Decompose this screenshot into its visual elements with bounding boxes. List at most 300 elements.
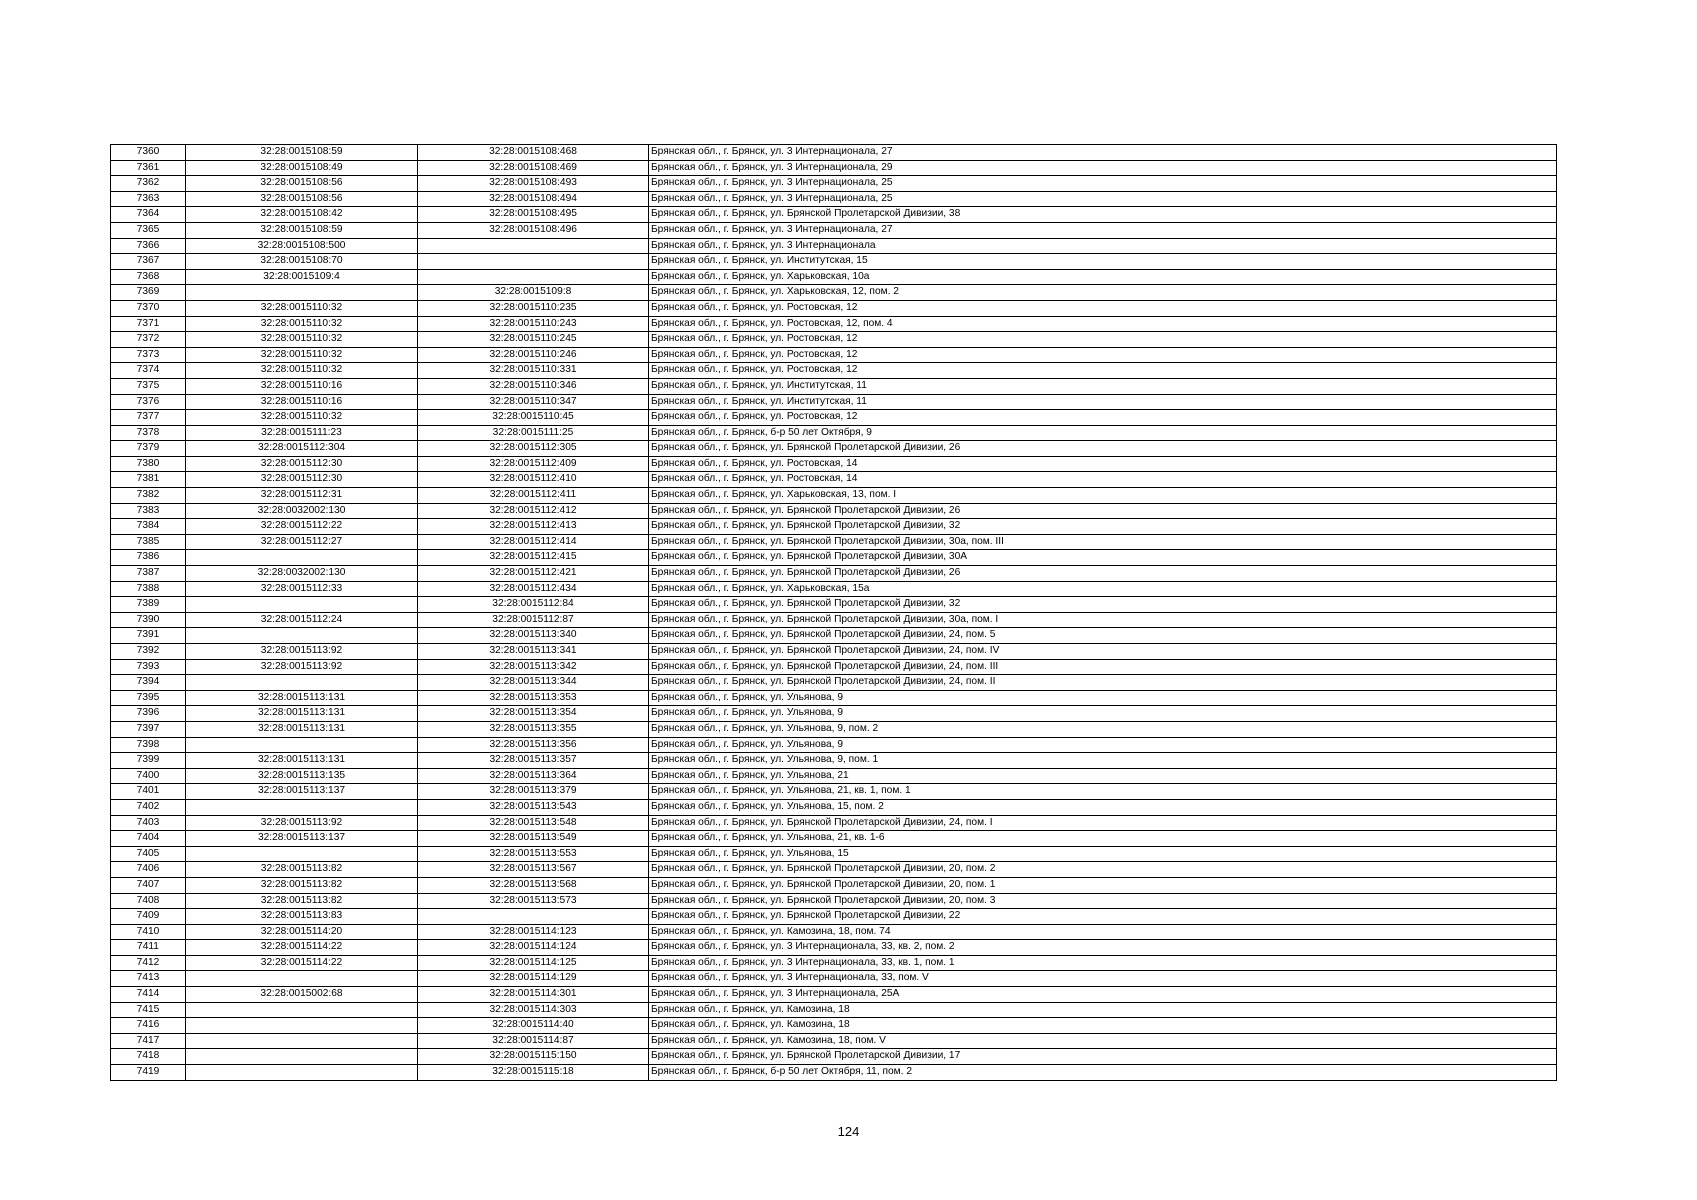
address-cell: Брянская обл., г. Брянск, ул. Брянской Пролетарской Дивизии, 30а, пом. III bbox=[649, 534, 1557, 550]
parent-cadastral-number-cell: 32:28:0015002:68 bbox=[186, 987, 418, 1003]
row-number-cell: 7377 bbox=[111, 410, 186, 426]
cadastral-number-cell: 32:28:0015113:573 bbox=[418, 893, 649, 909]
parent-cadastral-number-cell: 32:28:0015110:32 bbox=[186, 363, 418, 379]
cadastral-number-cell: 32:28:0015114:129 bbox=[418, 971, 649, 987]
parent-cadastral-number-cell bbox=[186, 628, 418, 644]
address-cell: Брянская обл., г. Брянск, ул. Ульянова, 21 bbox=[649, 768, 1557, 784]
cadastral-number-cell: 32:28:0015112:87 bbox=[418, 612, 649, 628]
cadastral-number-cell: 32:28:0015113:548 bbox=[418, 815, 649, 831]
table-row bbox=[111, 799, 1557, 815]
table-row bbox=[111, 222, 1557, 238]
row-number-cell: 7402 bbox=[111, 799, 186, 815]
parent-cadastral-number-cell: 32:28:0015113:82 bbox=[186, 893, 418, 909]
parent-cadastral-number-cell bbox=[186, 1049, 418, 1065]
row-number-cell: 7365 bbox=[111, 222, 186, 238]
table-row bbox=[111, 488, 1557, 504]
parent-cadastral-number-cell: 32:28:0015110:16 bbox=[186, 378, 418, 394]
address-cell: Брянская обл., г. Брянск, ул. Брянской Пролетарской Дивизии, 26 bbox=[649, 503, 1557, 519]
parent-cadastral-number-cell bbox=[186, 285, 418, 301]
parent-cadastral-number-cell: 32:28:0015113:131 bbox=[186, 721, 418, 737]
table-row bbox=[111, 940, 1557, 956]
address-cell: Брянская обл., г. Брянск, ул. Брянской Пролетарской Дивизии, 24, пом. I bbox=[649, 815, 1557, 831]
cadastral-number-cell: 32:28:0015113:357 bbox=[418, 753, 649, 769]
cadastral-number-cell: 32:28:0015113:364 bbox=[418, 768, 649, 784]
address-cell: Брянская обл., г. Брянск, ул. Брянской Пролетарской Дивизии, 24, пом. IV bbox=[649, 644, 1557, 660]
address-cell: Брянская обл., г. Брянск, ул. 3 Интернационала, 27 bbox=[649, 145, 1557, 161]
row-number-cell: 7370 bbox=[111, 300, 186, 316]
cadastral-number-cell: 32:28:0015113:553 bbox=[418, 846, 649, 862]
cadastral-number-cell: 32:28:0015108:469 bbox=[418, 160, 649, 176]
cadastral-number-cell: 32:28:0015115:150 bbox=[418, 1049, 649, 1065]
cadastral-number-cell: 32:28:0015110:346 bbox=[418, 378, 649, 394]
table-row bbox=[111, 191, 1557, 207]
table-row bbox=[111, 924, 1557, 940]
parent-cadastral-number-cell bbox=[186, 1065, 418, 1081]
cadastral-number-cell: 32:28:0015108:494 bbox=[418, 191, 649, 207]
table-row bbox=[111, 363, 1557, 379]
cadastral-number-cell: 32:28:0015112:409 bbox=[418, 456, 649, 472]
table-row bbox=[111, 269, 1557, 285]
cadastral-number-cell: 32:28:0015112:412 bbox=[418, 503, 649, 519]
address-cell: Брянская обл., г. Брянск, ул. Харьковская, 13, пом. I bbox=[649, 488, 1557, 504]
parent-cadastral-number-cell: 32:28:0015108:56 bbox=[186, 191, 418, 207]
cadastral-number-cell: 32:28:0015108:468 bbox=[418, 145, 649, 161]
address-cell: Брянская обл., г. Брянск, ул. Брянской Пролетарской Дивизии, 24, пом. 5 bbox=[649, 628, 1557, 644]
table-row bbox=[111, 254, 1557, 270]
table-row bbox=[111, 1049, 1557, 1065]
row-number-cell: 7362 bbox=[111, 176, 186, 192]
cadastral-number-cell: 32:28:0015112:434 bbox=[418, 581, 649, 597]
address-cell: Брянская обл., г. Брянск, ул. Ульянова, 9, пом. 1 bbox=[649, 753, 1557, 769]
cadastral-number-cell: 32:28:0015113:341 bbox=[418, 644, 649, 660]
parent-cadastral-number-cell bbox=[186, 1018, 418, 1034]
parent-cadastral-number-cell: 32:28:0015112:27 bbox=[186, 534, 418, 550]
address-cell: Брянская обл., г. Брянск, ул. Ростовская, 12 bbox=[649, 300, 1557, 316]
cadastral-number-cell: 32:28:0015114:124 bbox=[418, 940, 649, 956]
address-cell: Брянская обл., г. Брянск, ул. Ульянова, 21, кв. 1-6 bbox=[649, 831, 1557, 847]
row-number-cell: 7391 bbox=[111, 628, 186, 644]
table-row bbox=[111, 176, 1557, 192]
row-number-cell: 7387 bbox=[111, 566, 186, 582]
row-number-cell: 7373 bbox=[111, 347, 186, 363]
row-number-cell: 7372 bbox=[111, 332, 186, 348]
cadastral-number-cell: 32:28:0015112:411 bbox=[418, 488, 649, 504]
table-row bbox=[111, 1065, 1557, 1081]
table-row bbox=[111, 1018, 1557, 1034]
row-number-cell: 7414 bbox=[111, 987, 186, 1003]
address-cell: Брянская обл., г. Брянск, ул. Институтская, 11 bbox=[649, 394, 1557, 410]
table-row bbox=[111, 332, 1557, 348]
table-row bbox=[111, 581, 1557, 597]
address-cell: Брянская обл., г. Брянск, ул. Брянской Пролетарской Дивизии, 17 bbox=[649, 1049, 1557, 1065]
row-number-cell: 7406 bbox=[111, 862, 186, 878]
parent-cadastral-number-cell: 32:28:0015113:135 bbox=[186, 768, 418, 784]
row-number-cell: 7379 bbox=[111, 441, 186, 457]
address-cell: Брянская обл., г. Брянск, ул. 3 Интернационала, 29 bbox=[649, 160, 1557, 176]
row-number-cell: 7399 bbox=[111, 753, 186, 769]
cadastral-number-cell bbox=[418, 909, 649, 925]
row-number-cell: 7366 bbox=[111, 238, 186, 254]
row-number-cell: 7385 bbox=[111, 534, 186, 550]
parent-cadastral-number-cell: 32:28:0015112:304 bbox=[186, 441, 418, 457]
row-number-cell: 7405 bbox=[111, 846, 186, 862]
address-cell: Брянская обл., г. Брянск, ул. Брянской Пролетарской Дивизии, 30а, пом. I bbox=[649, 612, 1557, 628]
parent-cadastral-number-cell: 32:28:0015113:83 bbox=[186, 909, 418, 925]
address-cell: Брянская обл., г. Брянск, ул. Камозина, 18, пом. V bbox=[649, 1033, 1557, 1049]
address-cell: Брянская обл., г. Брянск, ул. Ульянова, 9 bbox=[649, 690, 1557, 706]
row-number-cell: 7400 bbox=[111, 768, 186, 784]
parent-cadastral-number-cell: 32:28:0015113:131 bbox=[186, 690, 418, 706]
cadastral-number-cell bbox=[418, 238, 649, 254]
row-number-cell: 7413 bbox=[111, 971, 186, 987]
parent-cadastral-number-cell: 32:28:0015113:92 bbox=[186, 815, 418, 831]
parent-cadastral-number-cell: 32:28:0015114:22 bbox=[186, 955, 418, 971]
parent-cadastral-number-cell bbox=[186, 846, 418, 862]
address-cell: Брянская обл., г. Брянск, ул. Ульянова, 9, пом. 2 bbox=[649, 721, 1557, 737]
row-number-cell: 7384 bbox=[111, 519, 186, 535]
table-row bbox=[111, 721, 1557, 737]
address-cell: Брянская обл., г. Брянск, ул. Брянской Пролетарской Дивизии, 20, пом. 2 bbox=[649, 862, 1557, 878]
parent-cadastral-number-cell: 32:28:0015114:20 bbox=[186, 924, 418, 940]
row-number-cell: 7360 bbox=[111, 145, 186, 161]
row-number-cell: 7392 bbox=[111, 644, 186, 660]
parent-cadastral-number-cell bbox=[186, 675, 418, 691]
cadastral-number-cell: 32:28:0015114:125 bbox=[418, 955, 649, 971]
address-cell: Брянская обл., г. Брянск, ул. Ростовская, 14 bbox=[649, 472, 1557, 488]
table-row bbox=[111, 425, 1557, 441]
address-cell: Брянская обл., г. Брянск, ул. 3 Интернационала, 27 bbox=[649, 222, 1557, 238]
row-number-cell: 7376 bbox=[111, 394, 186, 410]
table-row bbox=[111, 846, 1557, 862]
parent-cadastral-number-cell: 32:28:0015108:56 bbox=[186, 176, 418, 192]
address-cell: Брянская обл., г. Брянск, ул. 3 Интернационала bbox=[649, 238, 1557, 254]
table-row bbox=[111, 378, 1557, 394]
address-cell: Брянская обл., г. Брянск, ул. Ульянова, 15 bbox=[649, 846, 1557, 862]
table-row bbox=[111, 971, 1557, 987]
row-number-cell: 7374 bbox=[111, 363, 186, 379]
parent-cadastral-number-cell: 32:28:0015113:131 bbox=[186, 706, 418, 722]
table-row bbox=[111, 768, 1557, 784]
table-row bbox=[111, 285, 1557, 301]
table-row bbox=[111, 456, 1557, 472]
cadastral-number-cell: 32:28:0015113:543 bbox=[418, 799, 649, 815]
address-cell: Брянская обл., г. Брянск, ул. Камозина, 18, пом. 74 bbox=[649, 924, 1557, 940]
address-cell: Брянская обл., г. Брянск, ул. Ульянова, 9 bbox=[649, 706, 1557, 722]
row-number-cell: 7397 bbox=[111, 721, 186, 737]
parent-cadastral-number-cell: 32:28:0015110:32 bbox=[186, 332, 418, 348]
table-row bbox=[111, 628, 1557, 644]
row-number-cell: 7394 bbox=[111, 675, 186, 691]
cadastral-number-cell: 32:28:0015113:568 bbox=[418, 877, 649, 893]
address-cell: Брянская обл., г. Брянск, ул. 3 Интернационала, 33, кв. 1, пом. 1 bbox=[649, 955, 1557, 971]
row-number-cell: 7368 bbox=[111, 269, 186, 285]
parent-cadastral-number-cell bbox=[186, 1002, 418, 1018]
parent-cadastral-number-cell: 32:28:0032002:130 bbox=[186, 503, 418, 519]
table-row bbox=[111, 706, 1557, 722]
address-cell: Брянская обл., г. Брянск, ул. Ростовская, 12 bbox=[649, 347, 1557, 363]
address-cell: Брянская обл., г. Брянск, ул. Брянской Пролетарской Дивизии, 26 bbox=[649, 441, 1557, 457]
row-number-cell: 7388 bbox=[111, 581, 186, 597]
row-number-cell: 7415 bbox=[111, 1002, 186, 1018]
row-number-cell: 7393 bbox=[111, 659, 186, 675]
address-cell: Брянская обл., г. Брянск, ул. Брянской Пролетарской Дивизии, 32 bbox=[649, 519, 1557, 535]
table-row bbox=[111, 394, 1557, 410]
cadastral-number-cell: 32:28:0015108:496 bbox=[418, 222, 649, 238]
parent-cadastral-number-cell: 32:28:0015108:59 bbox=[186, 145, 418, 161]
row-number-cell: 7361 bbox=[111, 160, 186, 176]
table-row bbox=[111, 659, 1557, 675]
address-cell: Брянская обл., г. Брянск, ул. Ростовская, 12, пом. 4 bbox=[649, 316, 1557, 332]
row-number-cell: 7416 bbox=[111, 1018, 186, 1034]
table-row bbox=[111, 316, 1557, 332]
row-number-cell: 7396 bbox=[111, 706, 186, 722]
cadastral-number-cell: 32:28:0015114:301 bbox=[418, 987, 649, 1003]
address-cell: Брянская обл., г. Брянск, ул. Камозина, 18 bbox=[649, 1018, 1557, 1034]
table-row bbox=[111, 690, 1557, 706]
parent-cadastral-number-cell: 32:28:0015113:131 bbox=[186, 753, 418, 769]
parent-cadastral-number-cell: 32:28:0015112:31 bbox=[186, 488, 418, 504]
address-cell: Брянская обл., г. Брянск, ул. 3 Интернационала, 25А bbox=[649, 987, 1557, 1003]
parent-cadastral-number-cell: 32:28:0015110:32 bbox=[186, 316, 418, 332]
table-row bbox=[111, 160, 1557, 176]
row-number-cell: 7369 bbox=[111, 285, 186, 301]
parent-cadastral-number-cell bbox=[186, 971, 418, 987]
cadastral-number-cell: 32:28:0015111:25 bbox=[418, 425, 649, 441]
row-number-cell: 7371 bbox=[111, 316, 186, 332]
cadastral-number-cell: 32:28:0015113:353 bbox=[418, 690, 649, 706]
cadastral-number-cell: 32:28:0015110:243 bbox=[418, 316, 649, 332]
cadastral-number-cell: 32:28:0015110:347 bbox=[418, 394, 649, 410]
address-cell: Брянская обл., г. Брянск, ул. Харьковская, 15а bbox=[649, 581, 1557, 597]
cadastral-number-cell: 32:28:0015113:379 bbox=[418, 784, 649, 800]
row-number-cell: 7417 bbox=[111, 1033, 186, 1049]
row-number-cell: 7398 bbox=[111, 737, 186, 753]
parent-cadastral-number-cell: 32:28:0015112:33 bbox=[186, 581, 418, 597]
parent-cadastral-number-cell: 32:28:0015110:32 bbox=[186, 347, 418, 363]
cadastral-number-cell: 32:28:0015112:421 bbox=[418, 566, 649, 582]
cadastral-number-cell: 32:28:0015110:45 bbox=[418, 410, 649, 426]
table-row bbox=[111, 862, 1557, 878]
row-number-cell: 7404 bbox=[111, 831, 186, 847]
parent-cadastral-number-cell: 32:28:0015109:4 bbox=[186, 269, 418, 285]
cadastral-number-cell: 32:28:0015109:8 bbox=[418, 285, 649, 301]
row-number-cell: 7409 bbox=[111, 909, 186, 925]
row-number-cell: 7386 bbox=[111, 550, 186, 566]
cadastral-number-cell: 32:28:0015112:305 bbox=[418, 441, 649, 457]
row-number-cell: 7410 bbox=[111, 924, 186, 940]
table-row bbox=[111, 1033, 1557, 1049]
cadastral-number-cell: 32:28:0015112:414 bbox=[418, 534, 649, 550]
table-row bbox=[111, 597, 1557, 613]
cadastral-number-cell: 32:28:0015113:356 bbox=[418, 737, 649, 753]
address-cell: Брянская обл., г. Брянск, ул. Брянской Пролетарской Дивизии, 20, пом. 3 bbox=[649, 893, 1557, 909]
parent-cadastral-number-cell: 32:28:0015108:70 bbox=[186, 254, 418, 270]
cadastral-number-cell: 32:28:0015112:84 bbox=[418, 597, 649, 613]
parent-cadastral-number-cell: 32:28:0015108:500 bbox=[186, 238, 418, 254]
address-cell: Брянская обл., г. Брянск, ул. Брянской Пролетарской Дивизии, 22 bbox=[649, 909, 1557, 925]
row-number-cell: 7380 bbox=[111, 456, 186, 472]
row-number-cell: 7378 bbox=[111, 425, 186, 441]
table-row bbox=[111, 503, 1557, 519]
table-row bbox=[111, 753, 1557, 769]
cadastral-number-cell: 32:28:0015112:410 bbox=[418, 472, 649, 488]
cadastral-number-cell: 32:28:0015108:493 bbox=[418, 176, 649, 192]
table-row bbox=[111, 347, 1557, 363]
address-cell: Брянская обл., г. Брянск, ул. Брянской Пролетарской Дивизии, 32 bbox=[649, 597, 1557, 613]
table-row bbox=[111, 550, 1557, 566]
parent-cadastral-number-cell: 32:28:0015110:32 bbox=[186, 300, 418, 316]
address-cell: Брянская обл., г. Брянск, ул. Институтская, 11 bbox=[649, 378, 1557, 394]
address-cell: Брянская обл., г. Брянск, ул. Камозина, 18 bbox=[649, 1002, 1557, 1018]
table-row bbox=[111, 784, 1557, 800]
registry-table-body bbox=[111, 145, 1557, 1081]
address-cell: Брянская обл., г. Брянск, ул. Институтская, 15 bbox=[649, 254, 1557, 270]
row-number-cell: 7389 bbox=[111, 597, 186, 613]
parent-cadastral-number-cell: 32:28:0015108:49 bbox=[186, 160, 418, 176]
parent-cadastral-number-cell: 32:28:0015113:82 bbox=[186, 862, 418, 878]
table-row bbox=[111, 410, 1557, 426]
table-row bbox=[111, 238, 1557, 254]
parent-cadastral-number-cell: 32:28:0015110:32 bbox=[186, 410, 418, 426]
cadastral-number-cell: 32:28:0015114:40 bbox=[418, 1018, 649, 1034]
table-row bbox=[111, 877, 1557, 893]
row-number-cell: 7411 bbox=[111, 940, 186, 956]
address-cell: Брянская обл., г. Брянск, ул. Ульянова, 21, кв. 1, пом. 1 bbox=[649, 784, 1557, 800]
table-row bbox=[111, 441, 1557, 457]
table-row bbox=[111, 815, 1557, 831]
parent-cadastral-number-cell: 32:28:0015108:42 bbox=[186, 207, 418, 223]
parent-cadastral-number-cell: 32:28:0015110:16 bbox=[186, 394, 418, 410]
table-row bbox=[111, 1002, 1557, 1018]
address-cell: Брянская обл., г. Брянск, ул. 3 Интернационала, 33, кв. 2, пом. 2 bbox=[649, 940, 1557, 956]
address-cell: Брянская обл., г. Брянск, ул. 3 Интернационала, 25 bbox=[649, 176, 1557, 192]
row-number-cell: 7367 bbox=[111, 254, 186, 270]
row-number-cell: 7408 bbox=[111, 893, 186, 909]
cadastral-number-cell: 32:28:0015110:245 bbox=[418, 332, 649, 348]
address-cell: Брянская обл., г. Брянск, ул. Харьковская, 12, пом. 2 bbox=[649, 285, 1557, 301]
table-row bbox=[111, 909, 1557, 925]
parent-cadastral-number-cell: 32:28:0015113:92 bbox=[186, 659, 418, 675]
table-row bbox=[111, 300, 1557, 316]
row-number-cell: 7412 bbox=[111, 955, 186, 971]
row-number-cell: 7418 bbox=[111, 1049, 186, 1065]
parent-cadastral-number-cell bbox=[186, 799, 418, 815]
parent-cadastral-number-cell: 32:28:0015112:24 bbox=[186, 612, 418, 628]
table-row bbox=[111, 644, 1557, 660]
table-row bbox=[111, 612, 1557, 628]
address-cell: Брянская обл., г. Брянск, ул. Брянской Пролетарской Дивизии, 26 bbox=[649, 566, 1557, 582]
page-number: 124 bbox=[837, 1124, 860, 1139]
registry-table bbox=[110, 144, 1557, 1081]
cadastral-number-cell: 32:28:0015114:87 bbox=[418, 1033, 649, 1049]
cadastral-number-cell: 32:28:0015115:18 bbox=[418, 1065, 649, 1081]
parent-cadastral-number-cell: 32:28:0015112:30 bbox=[186, 456, 418, 472]
row-number-cell: 7381 bbox=[111, 472, 186, 488]
table-row bbox=[111, 207, 1557, 223]
parent-cadastral-number-cell: 32:28:0015113:137 bbox=[186, 784, 418, 800]
cadastral-number-cell: 32:28:0015114:303 bbox=[418, 1002, 649, 1018]
table-row bbox=[111, 893, 1557, 909]
cadastral-number-cell: 32:28:0015110:235 bbox=[418, 300, 649, 316]
table-row bbox=[111, 987, 1557, 1003]
parent-cadastral-number-cell: 32:28:0015111:23 bbox=[186, 425, 418, 441]
parent-cadastral-number-cell bbox=[186, 597, 418, 613]
table-row bbox=[111, 675, 1557, 691]
address-cell: Брянская обл., г. Брянск, ул. Брянской Пролетарской Дивизии, 20, пом. 1 bbox=[649, 877, 1557, 893]
address-cell: Брянская обл., г. Брянск, б-р 50 лет Октября, 11, пом. 2 bbox=[649, 1065, 1557, 1081]
row-number-cell: 7395 bbox=[111, 690, 186, 706]
row-number-cell: 7403 bbox=[111, 815, 186, 831]
address-cell: Брянская обл., г. Брянск, ул. 3 Интернационала, 33, пом. V bbox=[649, 971, 1557, 987]
row-number-cell: 7364 bbox=[111, 207, 186, 223]
cadastral-number-cell: 32:28:0015114:123 bbox=[418, 924, 649, 940]
parent-cadastral-number-cell: 32:28:0015108:59 bbox=[186, 222, 418, 238]
row-number-cell: 7375 bbox=[111, 378, 186, 394]
parent-cadastral-number-cell bbox=[186, 550, 418, 566]
row-number-cell: 7401 bbox=[111, 784, 186, 800]
parent-cadastral-number-cell: 32:28:0015113:92 bbox=[186, 644, 418, 660]
address-cell: Брянская обл., г. Брянск, б-р 50 лет Октября, 9 bbox=[649, 425, 1557, 441]
table-row bbox=[111, 145, 1557, 161]
cadastral-number-cell: 32:28:0015112:415 bbox=[418, 550, 649, 566]
cadastral-number-cell bbox=[418, 269, 649, 285]
row-number-cell: 7390 bbox=[111, 612, 186, 628]
cadastral-number-cell: 32:28:0015112:413 bbox=[418, 519, 649, 535]
parent-cadastral-number-cell: 32:28:0015113:137 bbox=[186, 831, 418, 847]
row-number-cell: 7407 bbox=[111, 877, 186, 893]
parent-cadastral-number-cell: 32:28:0015113:82 bbox=[186, 877, 418, 893]
address-cell: Брянская обл., г. Брянск, ул. Ростовская, 14 bbox=[649, 456, 1557, 472]
table-row bbox=[111, 831, 1557, 847]
address-cell: Брянская обл., г. Брянск, ул. Брянской Пролетарской Дивизии, 24, пом. III bbox=[649, 659, 1557, 675]
cadastral-number-cell: 32:28:0015113:342 bbox=[418, 659, 649, 675]
address-cell: Брянская обл., г. Брянск, ул. Харьковская, 10а bbox=[649, 269, 1557, 285]
address-cell: Брянская обл., г. Брянск, ул. 3 Интернационала, 25 bbox=[649, 191, 1557, 207]
table-row bbox=[111, 955, 1557, 971]
address-cell: Брянская обл., г. Брянск, ул. Ульянова, 9 bbox=[649, 737, 1557, 753]
parent-cadastral-number-cell: 32:28:0015112:30 bbox=[186, 472, 418, 488]
cadastral-number-cell: 32:28:0015113:344 bbox=[418, 675, 649, 691]
parent-cadastral-number-cell bbox=[186, 1033, 418, 1049]
cadastral-number-cell: 32:28:0015113:354 bbox=[418, 706, 649, 722]
address-cell: Брянская обл., г. Брянск, ул. Ростовская, 12 bbox=[649, 332, 1557, 348]
address-cell: Брянская обл., г. Брянск, ул. Ростовская, 12 bbox=[649, 410, 1557, 426]
address-cell: Брянская обл., г. Брянск, ул. Брянской Пролетарской Дивизии, 38 bbox=[649, 207, 1557, 223]
cadastral-number-cell: 32:28:0015113:355 bbox=[418, 721, 649, 737]
table-row bbox=[111, 472, 1557, 488]
address-cell: Брянская обл., г. Брянск, ул. Ростовская, 12 bbox=[649, 363, 1557, 379]
cadastral-number-cell: 32:28:0015113:340 bbox=[418, 628, 649, 644]
parent-cadastral-number-cell: 32:28:0015112:22 bbox=[186, 519, 418, 535]
parent-cadastral-number-cell: 32:28:0032002:130 bbox=[186, 566, 418, 582]
table-row bbox=[111, 737, 1557, 753]
address-cell: Брянская обл., г. Брянск, ул. Брянской Пролетарской Дивизии, 24, пом. II bbox=[649, 675, 1557, 691]
table-row bbox=[111, 534, 1557, 550]
row-number-cell: 7382 bbox=[111, 488, 186, 504]
parent-cadastral-number-cell bbox=[186, 737, 418, 753]
cadastral-number-cell: 32:28:0015108:495 bbox=[418, 207, 649, 223]
parent-cadastral-number-cell: 32:28:0015114:22 bbox=[186, 940, 418, 956]
cadastral-number-cell bbox=[418, 254, 649, 270]
cadastral-number-cell: 32:28:0015110:331 bbox=[418, 363, 649, 379]
table-row bbox=[111, 566, 1557, 582]
cadastral-number-cell: 32:28:0015113:549 bbox=[418, 831, 649, 847]
row-number-cell: 7419 bbox=[111, 1065, 186, 1081]
row-number-cell: 7363 bbox=[111, 191, 186, 207]
table-row bbox=[111, 519, 1557, 535]
address-cell: Брянская обл., г. Брянск, ул. Брянской Пролетарской Дивизии, 30А bbox=[649, 550, 1557, 566]
address-cell: Брянская обл., г. Брянск, ул. Ульянова, 15, пом. 2 bbox=[649, 799, 1557, 815]
